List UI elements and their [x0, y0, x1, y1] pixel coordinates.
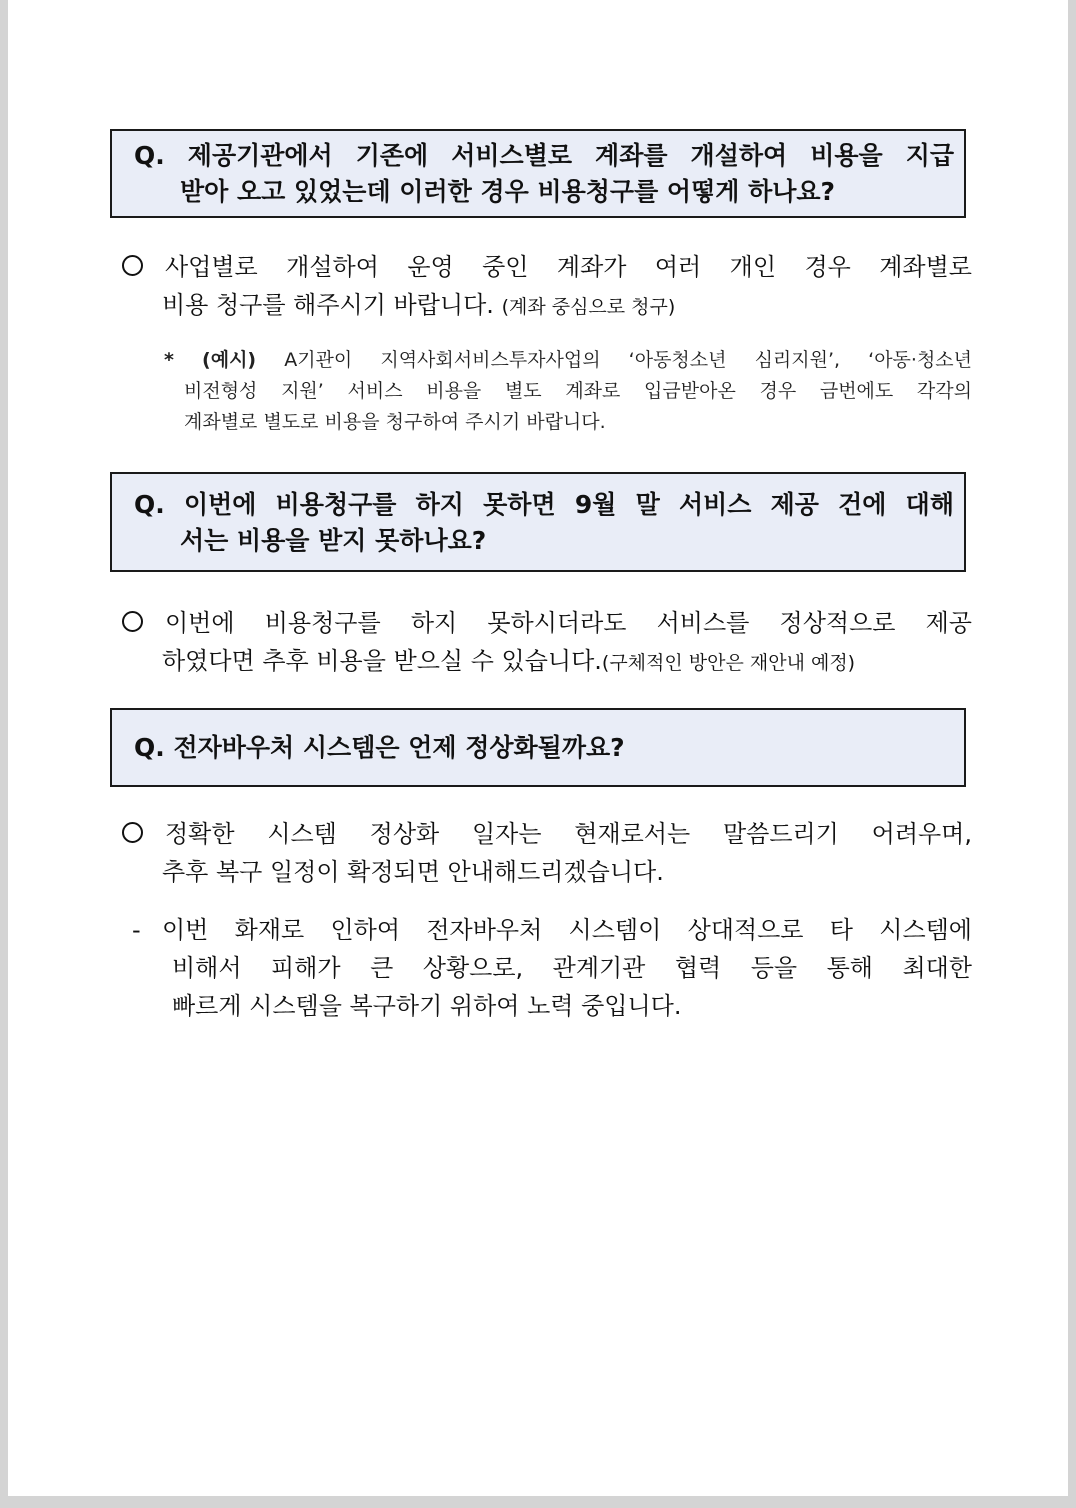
example-line-3: 계좌별로 별도로 비용을 청구하여 주시기 바랍니다. [184, 411, 606, 433]
question-1-line-2: 받아 오고 있었는데 이러한 경우 비용청구를 어떻게 하나요? [180, 177, 836, 206]
answer-2-note: (구체적인 방안은 재안내 예정) [601, 652, 856, 674]
question-2-line-2: 서는 비용을 받지 못하나요? [180, 526, 487, 555]
answer-1-line-2: 비용 청구를 해주시기 바랍니다. [162, 291, 494, 319]
answer-3-detail [132, 911, 972, 1025]
document-page [8, 0, 1068, 1496]
answer-1-line-1: 사업별로 개설하여 운영 중인 계좌가 여러 개인 경우 계좌별로 [165, 253, 972, 281]
answer-3-detail-line-3: 빠르게 시스템을 복구하기 위하여 노력 중입니다. [172, 992, 682, 1020]
circle-bullet-icon [122, 255, 143, 276]
answer-1 [122, 248, 972, 326]
answer-2 [122, 604, 972, 682]
question-box-1 [110, 129, 966, 218]
answer-3-detail-line-1: 이번 화재로 인하여 전자바우처 시스템이 상대적으로 타 시스템에 [162, 916, 972, 944]
question-3-line-1: Q. 전자바우처 시스템은 언제 정상화될까요? [134, 733, 625, 762]
answer-2-line-2: 하였다면 추후 비용을 받으실 수 있습니다. [162, 647, 602, 675]
answer-3-line-1: 정확한 시스템 정상화 일자는 현재로서는 말씀드리기 어려우며, [165, 820, 972, 848]
answer-3 [122, 815, 972, 891]
asterisk-mark: * [164, 349, 174, 371]
question-2-line-1: Q. 이번에 비용청구를 하지 못하면 9월 말 서비스 제공 건에 대해 [134, 490, 954, 519]
circle-bullet-icon [122, 822, 143, 843]
answer-2-line-1: 이번에 비용청구를 하지 못하시더라도 서비스를 정상적으로 제공 [165, 609, 972, 637]
question-1-line-1: Q. 제공기관에서 기존에 서비스별로 계좌를 개설하여 비용을 지급 [134, 141, 954, 170]
example-line-2: 비전형성 지원’ 서비스 비용을 별도 계좌로 입금받아온 경우 금번에도 각각의 [184, 380, 972, 402]
example-label: (예시) [202, 349, 257, 371]
answer-3-line-2: 추후 복구 일정이 확정되면 안내해드리겠습니다. [162, 858, 664, 886]
question-box-2 [110, 472, 966, 572]
question-box-3 [110, 708, 966, 787]
dash-mark: - [132, 916, 141, 944]
example-line-1: A기관이 지역사회서비스투자사업의 ‘아동청소년 심리지원’, ‘아동·청소년 [284, 349, 973, 371]
answer-1-note: (계좌 중심으로 청구) [501, 296, 676, 318]
example-note [164, 345, 972, 438]
circle-bullet-icon [122, 611, 143, 632]
answer-3-detail-line-2: 비해서 피해가 큰 상황으로, 관계기관 협력 등을 통해 최대한 [172, 954, 972, 982]
